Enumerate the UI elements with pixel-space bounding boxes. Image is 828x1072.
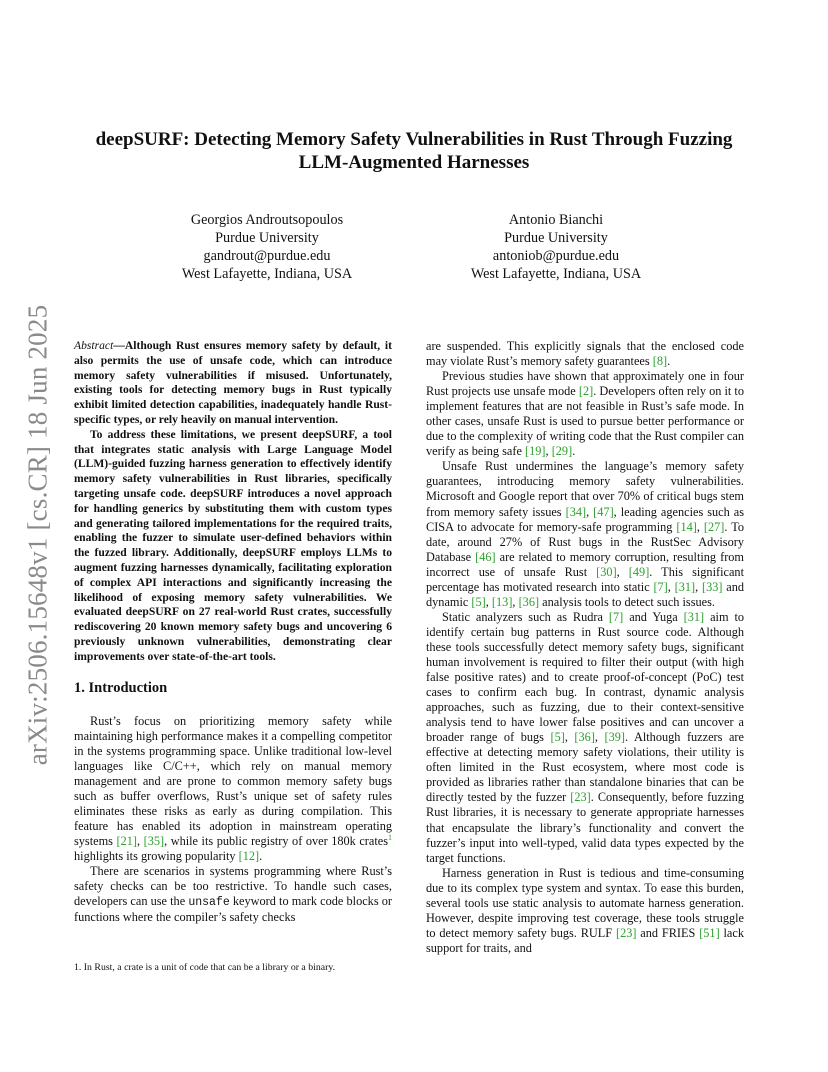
text: . To date, around 27% of Rust bugs in the RustSec Advisory Database [426, 519, 744, 564]
text: , [667, 579, 675, 594]
author-block-1 [137, 211, 397, 283]
arxiv-stamp [18, 300, 58, 770]
inline-code: unsafe [188, 896, 230, 910]
author-name: Antonio Bianchi [508, 212, 604, 228]
body-paragraph [426, 369, 744, 459]
citation-link[interactable]: [34] [565, 504, 587, 519]
text: lack support for traits, and [426, 925, 744, 955]
citation-link[interactable]: [5] [471, 594, 486, 609]
citation-link[interactable]: [7] [608, 609, 624, 624]
author-email: antoniob@purdue.edu [492, 248, 620, 264]
text: . [667, 354, 671, 369]
text: , leading agencies such as CISA to advocate for memory-safe programming [426, 504, 745, 534]
text: and dynamic [426, 579, 744, 609]
footnote: 1. In Rust, a crate is a unit of code that can be a library or a binary. [74, 962, 336, 973]
author-name: Georgios Androutsopoulos [190, 212, 344, 228]
citation-link[interactable]: [14] [676, 519, 697, 534]
text: , [586, 504, 594, 519]
citation-link[interactable]: [2] [578, 384, 594, 399]
text: . Developers often rely on it to implement features that are not feasible in Rust’s safe mode. In other cases, unsafe Rust is used to pursue better performance or due to the complexity of writing code that the Rust compiler can verify as being safe [426, 384, 744, 459]
footnote-marker[interactable]: 1 [388, 832, 392, 842]
paper-title [80, 128, 748, 174]
author-email: gandrout@purdue.edu [203, 248, 331, 264]
author-location: West Lafayette, Indiana, USA [470, 266, 642, 282]
abstract [74, 339, 392, 665]
text: and Yuga [623, 609, 684, 624]
citation-link[interactable]: [5] [550, 730, 565, 745]
citation-link[interactable]: [51] [699, 925, 720, 940]
text: highlights its growing popularity [74, 849, 239, 863]
citation-link[interactable]: [36] [518, 594, 540, 609]
text: are related to memory corruption, resulting from incorrect use of unsafe Rust [426, 549, 744, 579]
citation-link[interactable]: [13] [491, 594, 513, 609]
citation-link[interactable]: [39] [604, 730, 626, 745]
text: , [594, 730, 605, 745]
text: Rust’s focus on prioritizing memory safety while maintaining high performance makes it a compelling competitor in the systems programming space. Unlike traditional low-level languages like C/C++, which rely on manual memory management and are prone to common memory safety bugs such as buffer overflows, Rust’s unique set of safety rules eliminates these risks as early as during compilation. This feature has enabled its adoption in mainstream operating systems [74, 713, 392, 848]
text: , [485, 594, 492, 609]
text: , [696, 519, 704, 534]
text: , [564, 730, 575, 745]
body-paragraph [426, 459, 744, 609]
text: , [136, 833, 144, 848]
text: aim to identify certain bug patterns in Rust source code. Although these tools successfully detect memory safety bugs, significant human involvement is required to filter their output (with high false positive rates) and to create proof-of-concept (PoC) test cases to confirm each bug. In contrast, dynamic analysis approaches, such as fuzzing, due to their context-sensitive analysis tend to have lower false positives and can uncover a broader range of bugs [426, 609, 745, 745]
intro-paragraph-2 [74, 864, 392, 925]
citation-link[interactable]: [27] [703, 519, 725, 534]
citation-link[interactable]: [31] [674, 579, 696, 594]
citation-link[interactable]: [35] [143, 833, 165, 848]
citation-link[interactable]: [21] [116, 833, 137, 848]
intro-paragraph-1 [74, 714, 392, 864]
text: keyword to mark code blocks or functions where the compiler’s safety checks [74, 894, 392, 925]
citation-link[interactable]: [36] [574, 730, 595, 745]
citation-link[interactable]: [7] [653, 579, 668, 594]
text: , [695, 579, 702, 594]
text: Previous studies have shown that approximately one in four Rust projects use unsafe mode [426, 369, 744, 399]
body-paragraph [426, 610, 744, 866]
text: , [512, 594, 519, 609]
citation-link[interactable]: [19] [525, 444, 546, 459]
citation-link[interactable]: [31] [683, 609, 705, 624]
citation-link[interactable]: [33] [701, 579, 723, 594]
abstract-text: —Although Rust ensures memory safety by default, it also permits the use of unsafe code, which can introduce memory safety vulnerabilities if misused. Unfortunately, existing tools for detecting memory bugs in Rust typically exhibit limited detection capabilities, inadequately handle Rust-specific types, or rely heavily on manual intervention. [74, 339, 392, 426]
text: analysis tools to detect such issues. [539, 594, 715, 609]
text: Unsafe Rust undermines the language’s memory safety guarantees, introducing memory safety vulnerabilities. Microsoft and Google report that over 70% of critical bugs stem from memory safety issues [426, 459, 744, 519]
text: , while its public registry of over 180k crates [164, 833, 388, 848]
body-paragraph [426, 866, 744, 956]
title-line-1: deepSURF: Detecting Memory Safety Vulnerabilities in Rust Through Fuzzing [95, 129, 733, 150]
section-heading-introduction: 1. Introduction [74, 679, 168, 696]
abstract-paragraph-1 [74, 339, 392, 428]
text: Static analyzers such as Rudra [442, 609, 609, 624]
text: are suspended. This explicitly signals that the enclosed code may violate Rust’s memory safety guarantees [426, 339, 744, 369]
arxiv-id: arXiv:2506.15648v1 [cs.CR] 18 Jun 2025 [22, 304, 53, 766]
citation-link[interactable]: [12] [238, 849, 260, 863]
author-location: West Lafayette, Indiana, USA [181, 266, 353, 282]
text: , [616, 564, 629, 579]
body-paragraph-continued [426, 339, 744, 369]
text: . [259, 849, 263, 863]
citation-link[interactable]: [46] [475, 549, 496, 564]
abstract-label: Abstract [74, 339, 114, 352]
author-block-2 [426, 211, 686, 283]
citation-link[interactable]: [47] [593, 504, 614, 519]
citation-link[interactable]: [23] [615, 925, 637, 940]
title-line-2: LLM-Augmented Harnesses [298, 152, 530, 173]
author-affiliation: Purdue University [504, 230, 608, 246]
text: . Although fuzzers are effective at detecting memory safety violations, their utility is often limited in the Rust ecosystem, where most code is provided as libraries rather than standalone binaries that can be directly tested by the fuzzer [426, 730, 744, 805]
citation-link[interactable]: [29] [551, 444, 573, 459]
left-column [74, 339, 392, 925]
abstract-paragraph-2: To address these limitations, we present deepSURF, a tool that integrates static analysis with Large Language Model (LLM)-guided fuzzing harness generation to effectively identify memory safety vulnerabilities in Rust libraries, specifically targeting unsafe code. deepSURF introduces a novel approach for handling generics by substituting them with custom types and generating tailored implementations for the required traits, enabling the fuzzer to simulate user-defined behaviors within the fuzzed library. Additionally, deepSURF employs LLMs to augment fuzzing harnesses dynamically, facilitating exploration of complex API interactions and significantly increasing the likelihood of exposing memory safety vulnerabilities. We evaluated deepSURF on 27 real-world Rust crates, successfully rediscovering 20 known memory safety bugs and uncovering 6 previously unknown vulnerabilities, demonstrating clear improvements over state-of-the-art tools. [74, 427, 392, 663]
citation-link[interactable]: [49] [628, 564, 650, 579]
text: . [572, 444, 576, 459]
text: . Consequently, before fuzzing Rust libraries, it is necessary to generate appropriate harnesses that encapsulate the library’s functionality and convert the fuzzer’s input into well-typed, valid data types expected by the target functions. [426, 790, 744, 865]
text: and FRIES [636, 925, 700, 940]
text: There are scenarios in systems programming where Rust’s safety checks can be too restrictive. To handle such cases, developers can use the [74, 864, 392, 909]
author-affiliation: Purdue University [215, 230, 319, 246]
citation-link[interactable]: [30] [596, 564, 617, 579]
citation-link[interactable]: [23] [570, 790, 591, 805]
text: . This significant percentage has motivated research into static [426, 564, 744, 594]
right-column [426, 339, 744, 956]
citation-link[interactable]: [8] [652, 354, 668, 369]
text: , [545, 444, 552, 459]
text: Harness generation in Rust is tedious and time-consuming due to its complex type system and syntax. To ease this burden, several tools use static analysis to automate harness generation. However, despite improving test coverage, these tools struggle to detect memory safety bugs. RULF [426, 865, 744, 940]
